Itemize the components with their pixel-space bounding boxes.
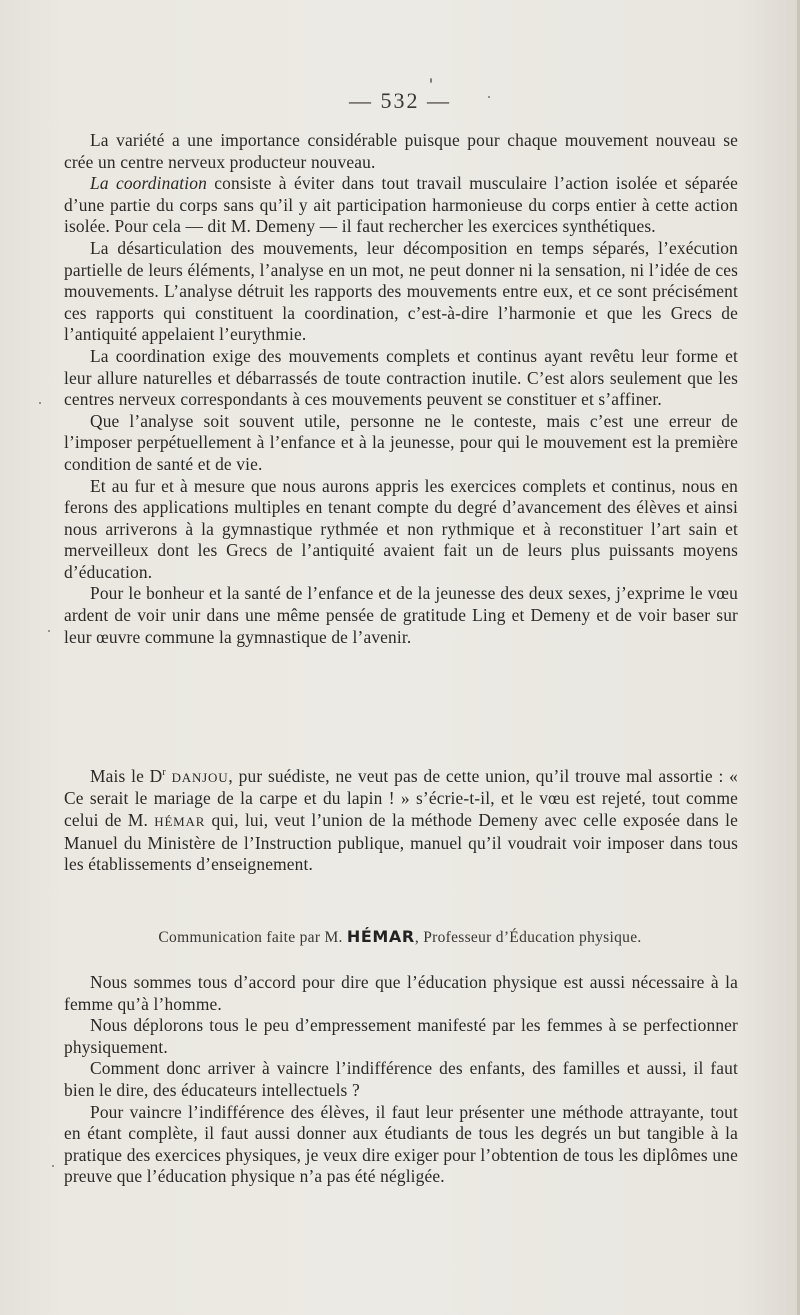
section-hemar-communication [64, 972, 738, 1188]
paragraph-rhythmic-gymnastics: Et au fur et à mesure que nous aurons appris les exercices complets et continus, nous en ferons des applications multiples en tenant compte du degré d’avancement des élèves et ainsi nous arriverons à la gymnastique rythmée et non rythmique et à reconstituer l’art sain et merveilleux dont les Grecs de l’antiquité avaient fait un de leurs plus puissants moyens d’éducation. [64, 475, 738, 582]
paper-speck [52, 1165, 54, 1167]
paper-speck [488, 96, 490, 98]
paragraph-danjou: Mais le $D^r$ DANJOU, pur suédiste, ne veut pas de cette union, qu’il trouve mal assortie : « Ce serait le mariage de la carpe et du lapin ! » s’écrie-t-il, et le vœu est rejeté, tout comme celui de M. HÉMAR qui, lui, veut l’union de la méthode Demeny avec celle exposée dans le Manuel du Ministère de l’Instruction publique, manuel qu’il voudrait voir imposer dans tous les établissements d’enseignement. [64, 765, 739, 875]
name-danjou: DANJOU [171, 769, 229, 785]
paper-speck [39, 402, 41, 404]
paragraph-analysis-useful: Que l’analyse soit souvent utile, personne ne le conteste, mais c’est une erreur de l’imposer perpétuellement à l’enfance et à la jeunesse, pour qui le mouvement est la première condition de santé et de vie. [64, 410, 738, 474]
communication-heading: Communication faite par M. HÉMAR, Professeur d’Éducation physique. [158, 927, 642, 946]
paragraph-ling-demeny-wish: Pour le bonheur et la santé de l’enfance et de la jeunesse des deux sexes, j’exprime le vœu ardent de voir unir dans une même pensée de gratitude Ling et Demeny et de voir baser sur leur œuvre commune la gymnastique de l’avenir. [64, 583, 738, 647]
section-danjou-response [64, 762, 738, 876]
paragraph-coordination-definition: La coordination consiste à éviter dans tout travail musculaire l’action isolée et séparée d’une partie du corps sans qu’il y ait participation harmonieuse du corps entier à cette action isolée. Pour cela — dit M. Demeny — il faut rechercher les exercices synthétiques. [64, 173, 738, 237]
heading-author: HÉMAR [346, 927, 415, 946]
section-gymnastics-coordination [64, 130, 738, 648]
paragraph-disarticulation: La désarticulation des mouvements, leur décomposition en temps séparés, l’exécution partielle de leurs éléments, l’analyse en un mot, ne peut donner ni la sensation, ni l’idée de ces mouvements. L’analyse détruit les rapports des mouvements entre eux, et ce sont précisément ces rapports qui constituent la coordination, c’est-à-dire l’harmonie et que les Grecs de l’antiquité appelaient l’eurythmie. [64, 237, 738, 345]
name-hemar: HÉMAR [154, 813, 206, 829]
paragraph-attractive-method: Pour vaincre l’indifférence des élèves, il faut leur présenter une méthode attrayante, tout en étant complète, il faut aussi donner aux étudiants de tous les degrés un but tangible à la pratique des exercices physiques, je veux dire exiger pour l’obtention de tous les diplômes une preuve que l’éducation physique n’a pas été négligée. [64, 1101, 738, 1187]
page-number: — 532 — [349, 88, 451, 113]
term-coordination: La coordination [90, 173, 207, 194]
paragraph-lack-of-eagerness: Nous déplorons tous le peu d’empressement manifesté par les femmes à se perfectionner physiquement. [64, 1015, 738, 1057]
paper-speck [48, 630, 50, 632]
paragraph-variety: La variété a une importance considérable puisque pour chaque mouvement nouveau se crée un centre nerveux producteur nouveau. [64, 130, 738, 172]
paper-speck [430, 78, 432, 83]
paragraph-women-education: Nous sommes tous d’accord pour dire que l’éducation physique est aussi nécessaire à la femme qu’à l’homme. [64, 972, 738, 1014]
paragraph-complete-movements: La coordination exige des mouvements complets et continus ayant revêtu leur forme et leur allure naturelles et débarrassés de toute contraction inutile. C’est alors seulement que les centres nerveux correspondants à ces mouvements peuvent se constituer et s’affiner. [64, 345, 738, 410]
paragraph-overcome-indifference: Comment donc arriver à vaincre l’indifférence des enfants, des familles et aussi, il faut bien le dire, des éducateurs intellectuels ? [64, 1058, 738, 1100]
